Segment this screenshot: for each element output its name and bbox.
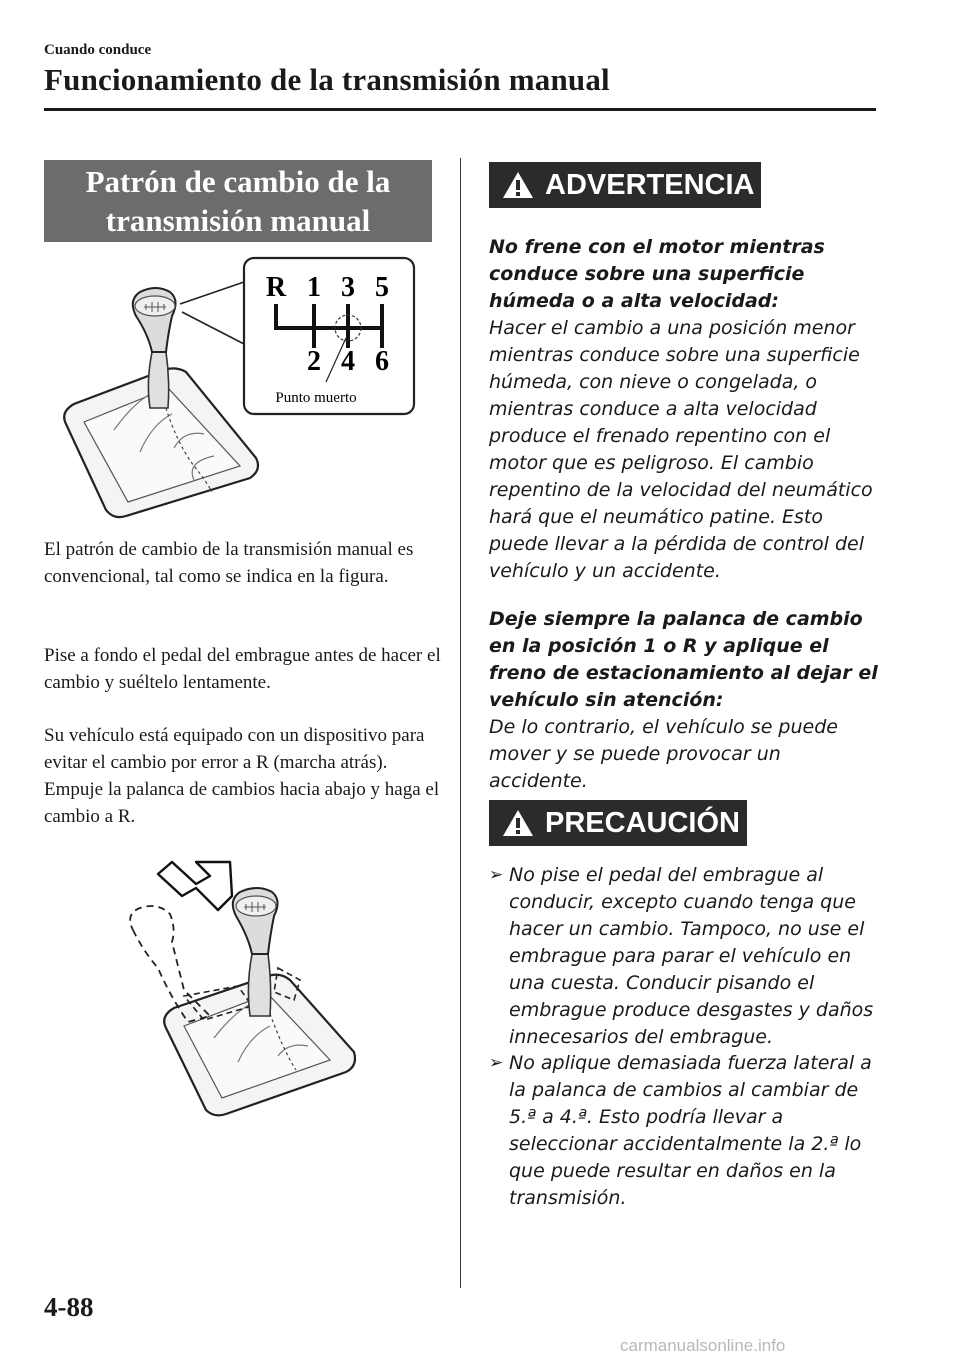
push-down-arrow-icon	[158, 862, 232, 910]
paragraph-pattern: El patrón de cambio de la transmisión manual es convencional, tal como se indica en la figura.	[44, 539, 414, 587]
watermark: carmanualsonline.info	[620, 1336, 786, 1355]
section-title-line2: transmisión manual	[105, 203, 371, 238]
column-divider	[460, 158, 461, 1288]
warning-body: Hacer el cambio a una posición menor mientras conduce sobre una superficie húmeda, con nieve o congelada, o mientras conduce a alta velocidad produce el frenado repentino con el motor que es peligroso. El cambio repentino de la velocidad del neumático hará que el neumático patine. Esto puede llevar a la pérdida de control del vehículo y un accidente.	[489, 317, 873, 582]
warning-triangle-icon	[501, 170, 535, 200]
warning-heading: No frene con el motor mientras conduce sobre una superficie húmeda o a alta velocidad:	[489, 236, 825, 312]
warning-label: ADVERTENCIA	[545, 168, 755, 201]
paragraph-reverse: Su vehículo está equipado con un dispositivo para evitar el cambio por error a R (marcha atrás). Empuje la palanca de cambios hacia abajo y haga el cambio a R.	[44, 725, 440, 827]
gate-label-2: 2	[307, 346, 321, 377]
gate-label-3: 3	[341, 272, 355, 303]
page-number: 4-88	[44, 1292, 94, 1322]
gate-label-1: 1	[307, 272, 321, 303]
caution-item	[489, 1050, 889, 1212]
warning-banner	[489, 162, 761, 208]
shift-pattern-figure	[44, 252, 424, 522]
caution-label: PRECAUCIÓN	[545, 806, 740, 839]
caution-triangle-icon	[501, 808, 535, 838]
caution-banner	[489, 800, 747, 846]
section-title-box	[44, 160, 432, 242]
neutral-callout: Punto muerto	[275, 390, 357, 406]
warning-body: De lo contrario, el vehículo se puede mover y se puede provocar un accidente.	[489, 716, 838, 792]
heading-rule	[44, 108, 876, 111]
warning-heading: Deje siempre la palanca de cambio en la posición 1 o R y aplique el freno de estacionamiento al dejar el vehículo sin atención:	[489, 608, 878, 711]
bullet-arrow-icon: ➢	[489, 865, 504, 885]
warning-item	[489, 606, 879, 795]
section-kicker: Cuando conduce	[44, 42, 152, 58]
caution-text: No aplique demasiada fuerza lateral a la palanca de cambios al cambiar de 5.ª a 4.ª. Esto podría llevar a seleccionar accidentalmente la 2.ª lo que puede resultar en daños en la transmisión.	[509, 1052, 872, 1209]
section-title-line1: Patrón de cambio de la	[85, 164, 391, 199]
page-heading: Funcionamiento de la transmisión manual	[44, 62, 610, 97]
caution-text: No pise el pedal del embrague al conducir, excepto cuando tenga que hacer un cambio. Tampoco, no use el embrague para parar el vehículo en una cuesta. Conducir pisando el embrague produce desgastes y daños innecesarios del embrague.	[509, 864, 874, 1048]
reverse-shift-figure	[118, 856, 358, 1126]
caution-item	[489, 862, 889, 1051]
warning-item	[489, 234, 879, 585]
paragraph-clutch: Pise a fondo el pedal del embrague antes de hacer el cambio y suéltelo lentamente.	[44, 645, 441, 693]
gate-label-4: 4	[341, 346, 355, 377]
gate-label-r: R	[265, 272, 287, 303]
bullet-arrow-icon: ➢	[489, 1053, 504, 1073]
gate-label-6: 6	[375, 346, 389, 377]
gate-label-5: 5	[375, 272, 389, 303]
